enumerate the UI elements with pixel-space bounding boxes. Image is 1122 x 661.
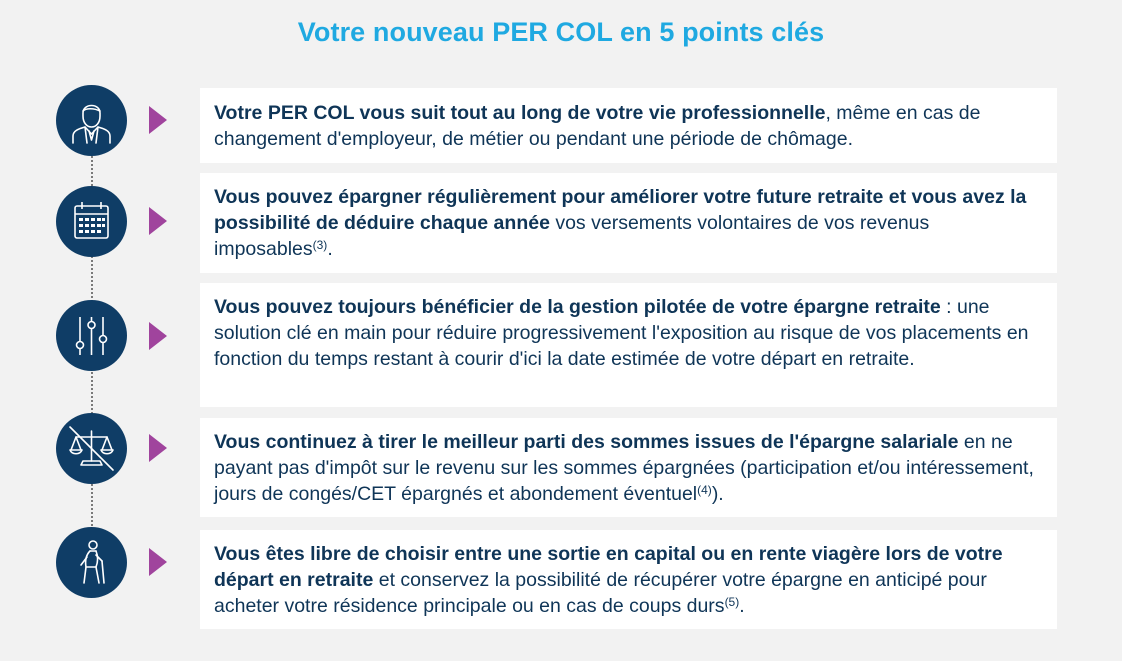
point-3-body: : une solution clé en main pour réduire progressivement l'exposition au risque de vos placements en fonction du temps restant à courir d'ici la date estimée de votre départ en retraite. bbox=[214, 296, 1029, 370]
point-1-card bbox=[200, 88, 1057, 163]
point-1-body: , même en cas de changement d'employeur, de métier ou pendant une période de chômage. bbox=[214, 102, 981, 150]
point-4-footnote: (4) bbox=[697, 483, 712, 497]
point-4-arrow bbox=[149, 434, 167, 462]
point-4-lead: Vous continuez à tirer le meilleur parti des sommes issues de l'épargne salariale bbox=[214, 431, 959, 453]
point-5-tail: . bbox=[739, 595, 745, 617]
point-5-lead: Vous êtes libre de choisir entre une sortie en capital ou en rente viagère lors de votre départ en retraite bbox=[214, 543, 1003, 591]
page-title: Votre nouveau PER COL en 5 points clés bbox=[297, 17, 825, 47]
point-2-body: vos versements volontaires de vos revenus imposables bbox=[214, 212, 930, 260]
elderly-person-icon bbox=[56, 527, 127, 598]
point-4-body: en ne payant pas d'impôt sur le revenu sur les sommes épargnées (participation et/ou intéressement, jours de congés/CET épargnés et abondement éventuel bbox=[214, 431, 1034, 505]
point-3-arrow bbox=[149, 322, 167, 350]
point-3-lead: Vous pouvez toujours bénéficier de la gestion pilotée de votre épargne retraite bbox=[214, 296, 941, 318]
point-3-card bbox=[200, 283, 1057, 407]
point-4-tail: ). bbox=[711, 483, 724, 505]
point-4-card bbox=[200, 418, 1057, 517]
point-2-lead: Vous pouvez épargner régulièrement pour améliorer votre future retraite et vous avez la possibilité de déduire chaque année bbox=[214, 186, 1027, 234]
point-2-card bbox=[200, 173, 1057, 273]
point-5-footnote: (5) bbox=[724, 595, 740, 609]
point-5-arrow bbox=[149, 548, 167, 576]
point-2-arrow bbox=[149, 207, 167, 235]
businessman-icon bbox=[56, 85, 127, 156]
no-tax-scales-icon bbox=[56, 413, 127, 484]
calendar-icon bbox=[56, 186, 127, 257]
point-5-card bbox=[200, 530, 1057, 629]
point-2-tail: . bbox=[327, 238, 333, 260]
sliders-icon bbox=[56, 300, 127, 371]
point-5-body: et conservez la possibilité de récupérer votre épargne en anticipé pour acheter votre résidence principale ou en cas de coups durs bbox=[214, 569, 987, 617]
point-1-lead: Votre PER COL vous suit tout au long de votre vie professionnelle bbox=[214, 102, 826, 124]
point-2-footnote: (3) bbox=[312, 238, 328, 252]
point-1-arrow bbox=[149, 106, 167, 134]
